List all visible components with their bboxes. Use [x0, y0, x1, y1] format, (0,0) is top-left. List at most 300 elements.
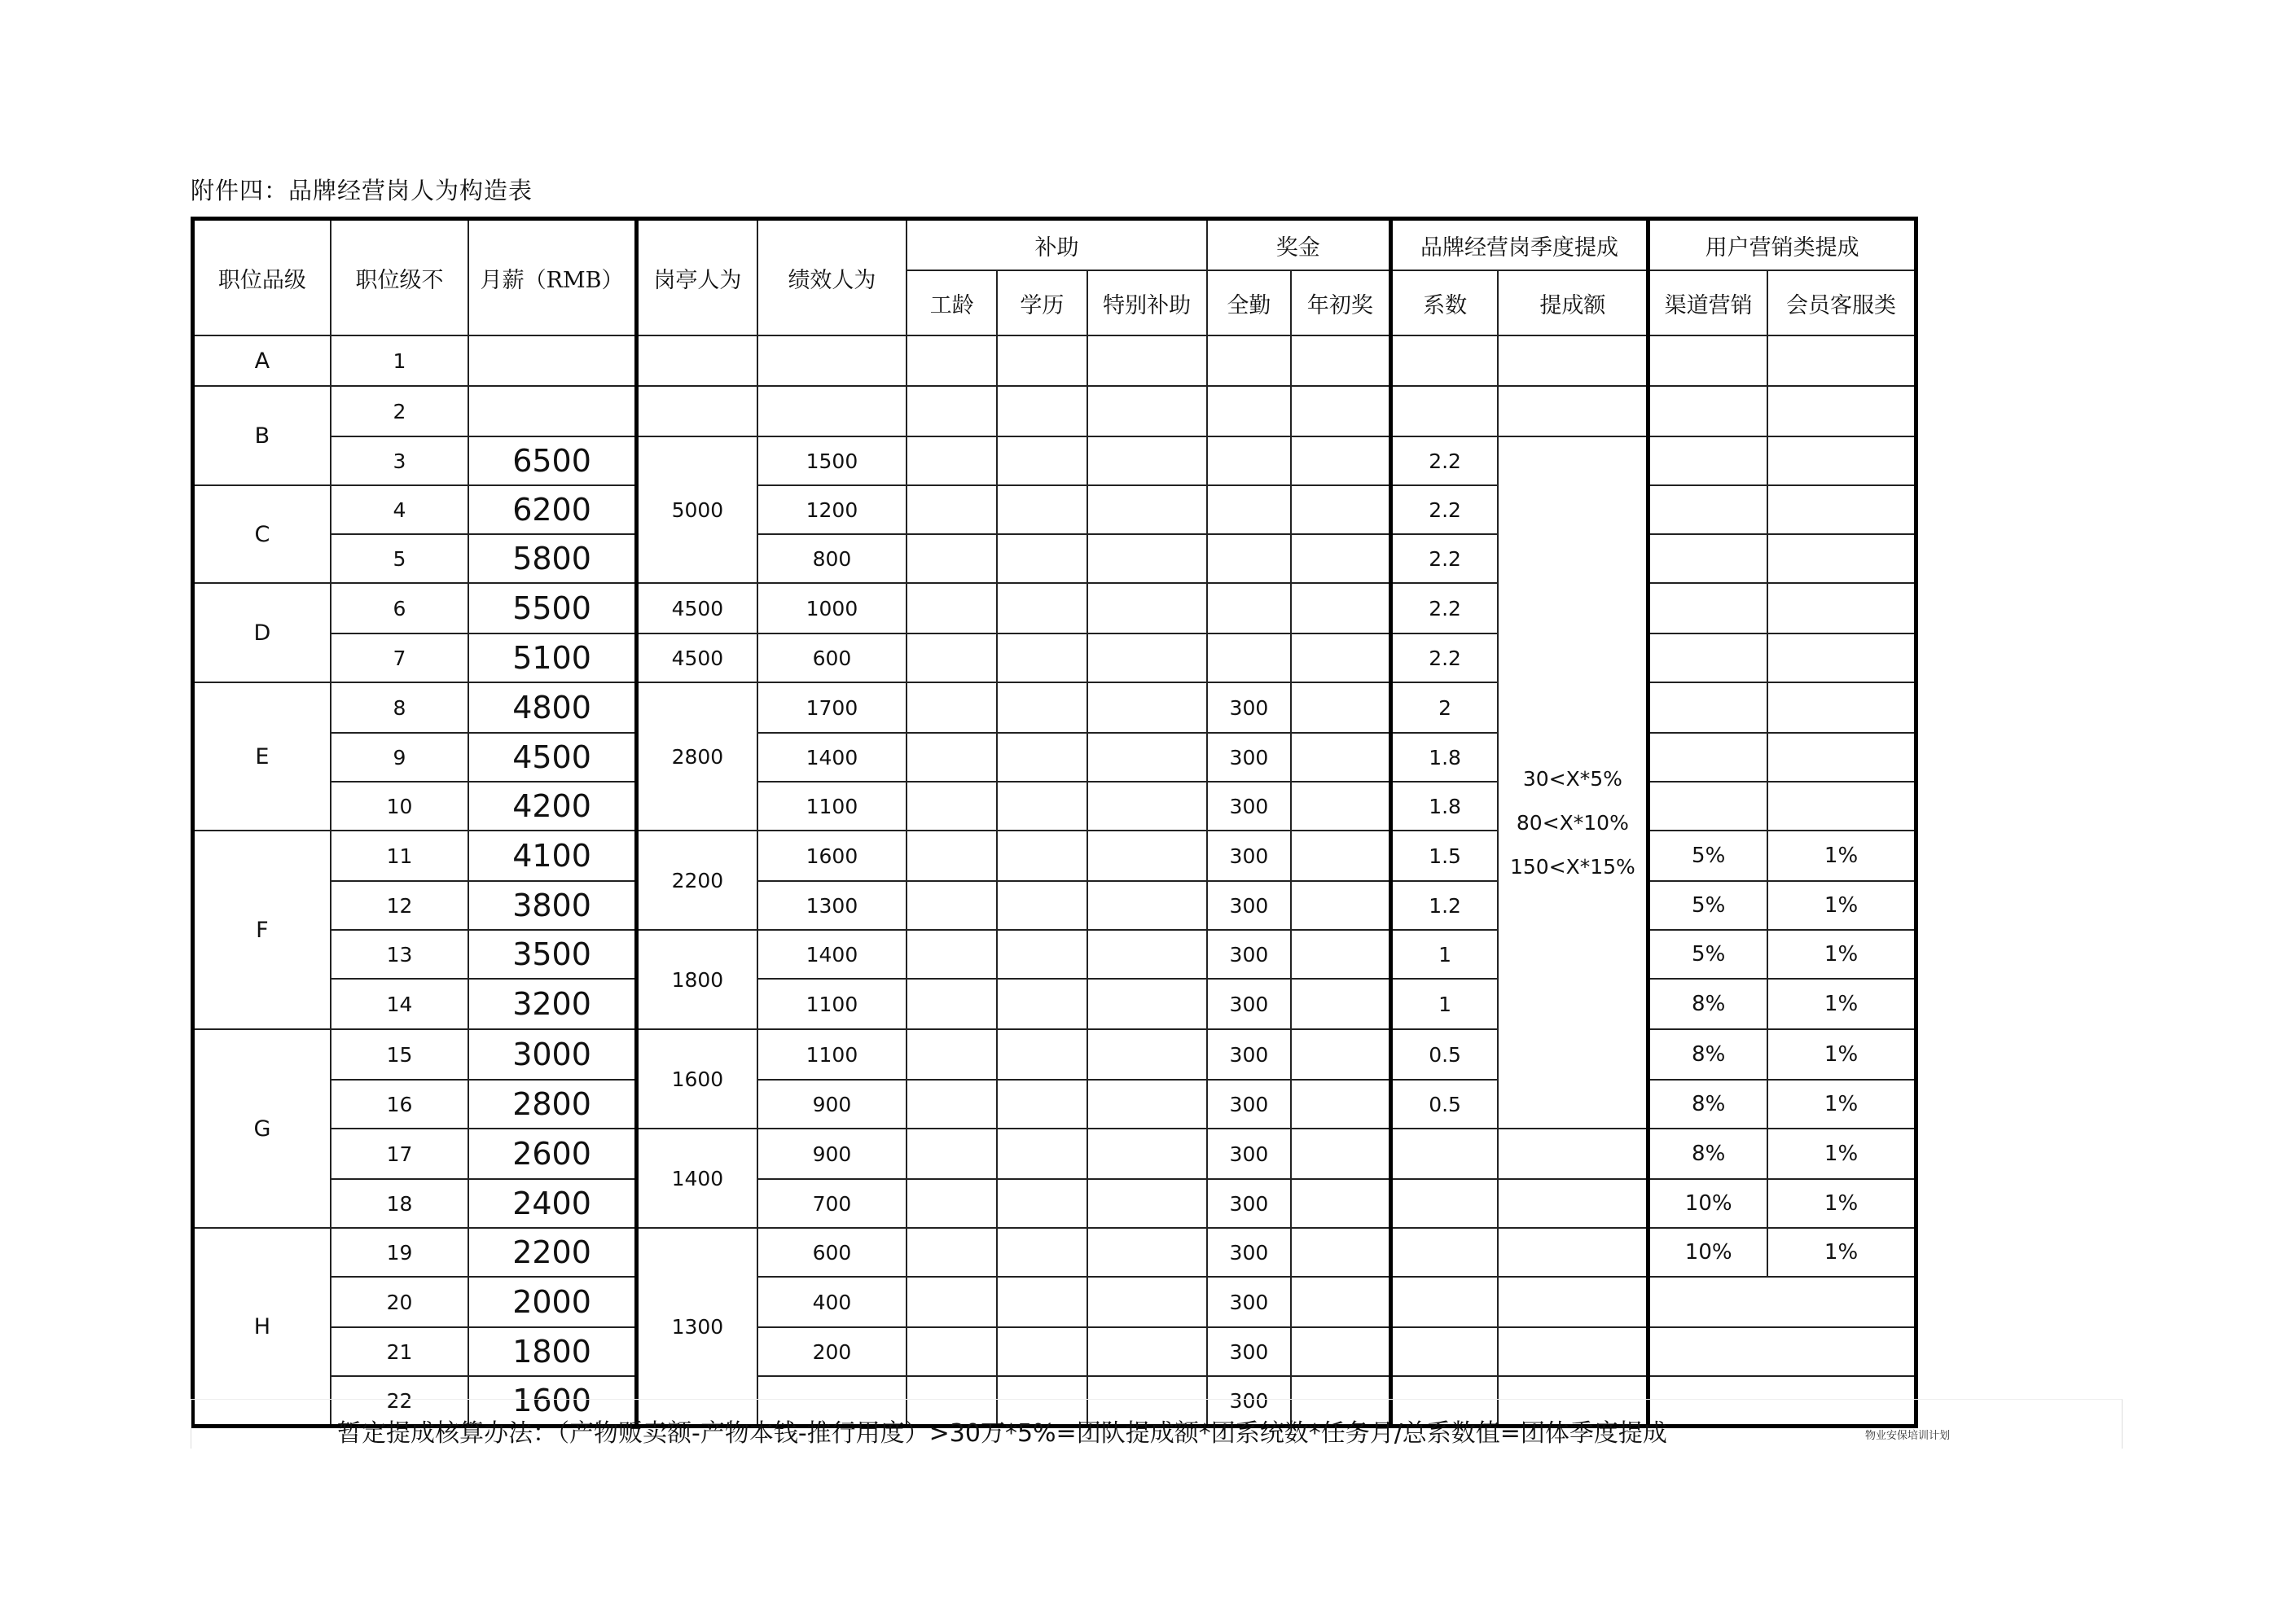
member-service-cell: 1% [1767, 831, 1916, 881]
seniority-cell [907, 335, 997, 386]
special-subsidy-cell [1087, 583, 1207, 633]
year-end-bonus-cell [1291, 682, 1390, 733]
grade-cell: E [193, 682, 331, 831]
coefficient-cell: 1.5 [1390, 831, 1498, 881]
coefficient-cell: 2.2 [1390, 633, 1498, 682]
header-year-end-bonus: 年初奖 [1291, 270, 1390, 335]
attendance-cell [1207, 485, 1291, 534]
level-cell: 20 [331, 1277, 468, 1327]
post-salary-cell: 1300 [637, 1228, 757, 1427]
attendance-cell: 300 [1207, 979, 1291, 1029]
level-cell: 4 [331, 485, 468, 534]
attendance-cell: 300 [1207, 930, 1291, 979]
special-subsidy-cell [1087, 1277, 1207, 1327]
seniority-cell [907, 1228, 997, 1277]
special-subsidy-cell [1087, 979, 1207, 1029]
grade-cell: F [193, 831, 331, 1029]
member-service-cell: 1% [1767, 1029, 1916, 1080]
post-salary-cell: 5000 [637, 436, 757, 583]
performance-salary-cell [757, 386, 907, 436]
performance-salary-cell: 1100 [757, 782, 907, 831]
user-marketing-cell [1648, 1277, 1916, 1327]
channel-marketing-cell: 8% [1648, 1029, 1767, 1080]
table-row [193, 335, 1916, 386]
coefficient-cell: 1.2 [1390, 881, 1498, 930]
attendance-cell: 300 [1207, 1277, 1291, 1327]
special-subsidy-cell [1087, 1080, 1207, 1129]
year-end-bonus-cell [1291, 881, 1390, 930]
education-cell [997, 633, 1087, 682]
post-salary-cell [637, 386, 757, 436]
table-row [193, 682, 1916, 733]
commission-tiers-cell [1498, 436, 1648, 1129]
attendance-cell: 300 [1207, 1228, 1291, 1277]
performance-salary-cell: 1600 [757, 831, 907, 881]
year-end-bonus-cell [1291, 534, 1390, 583]
monthly-salary-cell: 5800 [468, 534, 636, 583]
table-row [193, 1277, 1916, 1327]
special-subsidy-cell [1087, 633, 1207, 682]
seniority-cell [907, 930, 997, 979]
monthly-salary-cell: 4200 [468, 782, 636, 831]
year-end-bonus-cell [1291, 485, 1390, 534]
seniority-cell [907, 1080, 997, 1129]
member-service-cell [1767, 583, 1916, 633]
coefficient-cell: 0.5 [1390, 1080, 1498, 1129]
education-cell [997, 436, 1087, 485]
performance-salary-cell: 1700 [757, 682, 907, 733]
special-subsidy-cell [1087, 881, 1207, 930]
user-marketing-cell [1648, 1327, 1916, 1376]
coefficient-cell [1390, 386, 1498, 436]
seniority-cell [907, 733, 997, 782]
attendance-cell: 300 [1207, 1129, 1291, 1179]
table-row [193, 386, 1916, 436]
year-end-bonus-cell [1291, 386, 1390, 436]
attendance-cell: 300 [1207, 1179, 1291, 1228]
coefficient-cell: 2.2 [1390, 485, 1498, 534]
monthly-salary-cell: 6200 [468, 485, 636, 534]
special-subsidy-cell [1087, 930, 1207, 979]
grade-cell: A [193, 335, 331, 386]
level-cell: 1 [331, 335, 468, 386]
header-grade: 职位品级 [193, 219, 331, 336]
channel-marketing-cell [1648, 682, 1767, 733]
monthly-salary-cell: 1600 [468, 1376, 636, 1427]
channel-marketing-cell [1648, 436, 1767, 485]
grade-cell: C [193, 485, 331, 583]
header-seniority: 工龄 [907, 270, 997, 335]
coefficient-cell [1390, 1327, 1498, 1376]
header-row-1 [193, 219, 1916, 271]
header-monthly-salary: 月薪（RMB） [468, 219, 636, 336]
monthly-salary-cell: 4100 [468, 831, 636, 881]
channel-marketing-cell [1648, 335, 1767, 386]
member-service-cell [1767, 682, 1916, 733]
level-cell: 6 [331, 583, 468, 633]
attendance-cell [1207, 436, 1291, 485]
performance-salary-cell [757, 335, 907, 386]
table-row [193, 436, 1916, 485]
year-end-bonus-cell [1291, 583, 1390, 633]
table-row [193, 1228, 1916, 1277]
monthly-salary-cell: 3200 [468, 979, 636, 1029]
monthly-salary-cell: 2200 [468, 1228, 636, 1277]
coefficient-cell [1390, 1228, 1498, 1277]
attendance-cell: 300 [1207, 782, 1291, 831]
monthly-salary-cell [468, 335, 636, 386]
attendance-cell [1207, 583, 1291, 633]
commission-tier-text: 80<X*10% [1516, 811, 1629, 835]
level-cell: 17 [331, 1129, 468, 1179]
education-cell [997, 1129, 1087, 1179]
monthly-salary-cell: 2400 [468, 1179, 636, 1228]
education-cell [997, 1277, 1087, 1327]
table-row [193, 1080, 1916, 1129]
coefficient-cell [1390, 1277, 1498, 1327]
grade-cell: H [193, 1228, 331, 1427]
level-cell: 14 [331, 979, 468, 1029]
channel-marketing-cell: 5% [1648, 930, 1767, 979]
commission-amount-cell [1498, 1129, 1648, 1179]
commission-amount-cell [1498, 1179, 1648, 1228]
channel-marketing-cell [1648, 633, 1767, 682]
channel-marketing-cell: 5% [1648, 831, 1767, 881]
monthly-salary-cell: 1800 [468, 1327, 636, 1376]
monthly-salary-cell: 5100 [468, 633, 636, 682]
post-salary-cell: 1600 [637, 1029, 757, 1129]
level-cell: 10 [331, 782, 468, 831]
member-service-cell: 1% [1767, 1080, 1916, 1129]
channel-marketing-cell [1648, 733, 1767, 782]
performance-salary-cell: 900 [757, 1080, 907, 1129]
education-cell [997, 335, 1087, 386]
performance-salary-cell: 600 [757, 633, 907, 682]
year-end-bonus-cell [1291, 1228, 1390, 1277]
year-end-bonus-cell [1291, 335, 1390, 386]
monthly-salary-cell: 3800 [468, 881, 636, 930]
header-post-salary: 岗亭人为 [637, 219, 757, 336]
education-cell [997, 534, 1087, 583]
coefficient-cell [1390, 335, 1498, 386]
seniority-cell [907, 979, 997, 1029]
table-row [193, 534, 1916, 583]
level-cell: 16 [331, 1080, 468, 1129]
education-cell [997, 485, 1087, 534]
monthly-salary-cell: 2800 [468, 1080, 636, 1129]
attendance-cell [1207, 633, 1291, 682]
level-cell: 11 [331, 831, 468, 881]
post-salary-cell: 2200 [637, 831, 757, 930]
seniority-cell [907, 831, 997, 881]
channel-marketing-cell [1648, 534, 1767, 583]
performance-salary-cell: 1200 [757, 485, 907, 534]
channel-marketing-cell [1648, 386, 1767, 436]
page-title: 附件四：品牌经营岗人为构造表 [191, 177, 533, 204]
seniority-cell [907, 386, 997, 436]
post-salary-cell: 1400 [637, 1129, 757, 1228]
member-service-cell: 1% [1767, 979, 1916, 1029]
header-user-marketing: 用户营销类提成 [1648, 219, 1916, 271]
special-subsidy-cell [1087, 831, 1207, 881]
channel-marketing-cell [1648, 583, 1767, 633]
footer-note: 暂定提成核算办法：（产物贩卖额-产物本钱-推行用度）>30万*5%=团队提成额*团系统数*任务月/总系数值=团体季度提成 [337, 1419, 1667, 1448]
commission-amount-cell [1498, 1327, 1648, 1376]
performance-salary-cell: 800 [757, 534, 907, 583]
year-end-bonus-cell [1291, 1080, 1390, 1129]
education-cell [997, 682, 1087, 733]
level-cell: 7 [331, 633, 468, 682]
member-service-cell [1767, 485, 1916, 534]
education-cell [997, 979, 1087, 1029]
member-service-cell: 1% [1767, 1228, 1916, 1277]
monthly-salary-cell: 5500 [468, 583, 636, 633]
footer-tag: 物业安保培训计划 [1865, 1430, 1951, 1442]
grade-cell: D [193, 583, 331, 682]
level-cell: 3 [331, 436, 468, 485]
post-salary-cell: 4500 [637, 583, 757, 633]
monthly-salary-cell: 2600 [468, 1129, 636, 1179]
header-subsidy: 补助 [907, 219, 1207, 271]
monthly-salary-cell [468, 386, 636, 436]
table-row [193, 1327, 1916, 1376]
year-end-bonus-cell [1291, 1179, 1390, 1228]
commission-amount-cell [1498, 1277, 1648, 1327]
special-subsidy-cell [1087, 1327, 1207, 1376]
monthly-salary-cell: 3000 [468, 1029, 636, 1080]
header-brand-commission: 品牌经营岗季度提成 [1390, 219, 1648, 271]
member-service-cell: 1% [1767, 881, 1916, 930]
header-bonus: 奖金 [1207, 219, 1390, 271]
monthly-salary-cell: 2000 [468, 1277, 636, 1327]
member-service-cell [1767, 633, 1916, 682]
special-subsidy-cell [1087, 1029, 1207, 1080]
level-cell: 13 [331, 930, 468, 979]
attendance-cell: 300 [1207, 1376, 1291, 1427]
table-row [193, 881, 1916, 930]
commission-tier-text: 30<X*5% [1522, 767, 1622, 791]
seniority-cell [907, 436, 997, 485]
seniority-cell [907, 1277, 997, 1327]
coefficient-cell: 2.2 [1390, 436, 1498, 485]
education-cell [997, 1080, 1087, 1129]
year-end-bonus-cell [1291, 733, 1390, 782]
level-cell: 19 [331, 1228, 468, 1277]
seniority-cell [907, 881, 997, 930]
level-cell: 18 [331, 1179, 468, 1228]
header-member-service: 会员客服类 [1767, 270, 1916, 335]
attendance-cell [1207, 386, 1291, 436]
special-subsidy-cell [1087, 682, 1207, 733]
performance-salary-cell: 200 [757, 1327, 907, 1376]
special-subsidy-cell [1087, 782, 1207, 831]
header-channel-marketing: 渠道营销 [1648, 270, 1767, 335]
channel-marketing-cell: 8% [1648, 1129, 1767, 1179]
performance-salary-cell: 1000 [757, 583, 907, 633]
seniority-cell [907, 583, 997, 633]
seniority-cell [907, 633, 997, 682]
coefficient-cell: 1 [1390, 930, 1498, 979]
channel-marketing-cell: 10% [1648, 1228, 1767, 1277]
year-end-bonus-cell [1291, 1277, 1390, 1327]
year-end-bonus-cell [1291, 930, 1390, 979]
coefficient-cell: 1.8 [1390, 782, 1498, 831]
table-row [193, 782, 1916, 831]
channel-marketing-cell: 5% [1648, 881, 1767, 930]
special-subsidy-cell [1087, 335, 1207, 386]
level-cell: 8 [331, 682, 468, 733]
attendance-cell: 300 [1207, 831, 1291, 881]
commission-tier-text: 150<X*15% [1509, 855, 1635, 879]
table-row [193, 831, 1916, 881]
performance-salary-cell: 1300 [757, 881, 907, 930]
monthly-salary-cell: 3500 [468, 930, 636, 979]
level-cell: 21 [331, 1327, 468, 1376]
table-row [193, 1179, 1916, 1228]
member-service-cell: 1% [1767, 1129, 1916, 1179]
education-cell [997, 1179, 1087, 1228]
performance-salary-cell: 1400 [757, 930, 907, 979]
education-cell [997, 583, 1087, 633]
header-level: 职位级不 [331, 219, 468, 336]
year-end-bonus-cell [1291, 1129, 1390, 1179]
performance-salary-cell: 400 [757, 1277, 907, 1327]
monthly-salary-cell: 4500 [468, 733, 636, 782]
special-subsidy-cell [1087, 386, 1207, 436]
year-end-bonus-cell [1291, 831, 1390, 881]
year-end-bonus-cell [1291, 979, 1390, 1029]
education-cell [997, 733, 1087, 782]
member-service-cell [1767, 534, 1916, 583]
grade-cell: B [193, 386, 331, 485]
level-cell: 22 [331, 1376, 468, 1427]
education-cell [997, 1327, 1087, 1376]
monthly-salary-cell: 4800 [468, 682, 636, 733]
education-cell [997, 930, 1087, 979]
commission-amount-cell [1498, 386, 1648, 436]
performance-salary-cell: 700 [757, 1179, 907, 1228]
header-attendance: 全勤 [1207, 270, 1291, 335]
coefficient-cell: 1.8 [1390, 733, 1498, 782]
table-row [193, 979, 1916, 1029]
performance-salary-cell: 1500 [757, 436, 907, 485]
seniority-cell [907, 485, 997, 534]
header-special-subsidy: 特别补助 [1087, 270, 1207, 335]
channel-marketing-cell: 8% [1648, 979, 1767, 1029]
coefficient-cell [1390, 1129, 1498, 1179]
special-subsidy-cell [1087, 436, 1207, 485]
education-cell [997, 386, 1087, 436]
seniority-cell [907, 682, 997, 733]
attendance-cell [1207, 534, 1291, 583]
performance-salary-cell: 900 [757, 1129, 907, 1179]
attendance-cell: 300 [1207, 1029, 1291, 1080]
performance-salary-cell: 1100 [757, 979, 907, 1029]
special-subsidy-cell [1087, 485, 1207, 534]
member-service-cell [1767, 733, 1916, 782]
year-end-bonus-cell [1291, 1029, 1390, 1080]
attendance-cell: 300 [1207, 1327, 1291, 1376]
seniority-cell [907, 1129, 997, 1179]
grade-cell: G [193, 1029, 331, 1228]
table-row [193, 485, 1916, 534]
coefficient-cell: 0.5 [1390, 1029, 1498, 1080]
member-service-cell [1767, 335, 1916, 386]
coefficient-cell [1390, 1179, 1498, 1228]
member-service-cell [1767, 436, 1916, 485]
member-service-cell: 1% [1767, 930, 1916, 979]
year-end-bonus-cell [1291, 1327, 1390, 1376]
level-cell: 5 [331, 534, 468, 583]
education-cell [997, 881, 1087, 930]
education-cell [997, 1228, 1087, 1277]
performance-salary-cell: 1100 [757, 1029, 907, 1080]
post-salary-cell: 1800 [637, 930, 757, 1029]
channel-marketing-cell [1648, 782, 1767, 831]
level-cell: 15 [331, 1029, 468, 1080]
coefficient-cell: 1 [1390, 979, 1498, 1029]
coefficient-cell: 2.2 [1390, 534, 1498, 583]
table-row [193, 1129, 1916, 1179]
header-coefficient: 系数 [1390, 270, 1498, 335]
member-service-cell [1767, 386, 1916, 436]
seniority-cell [907, 534, 997, 583]
performance-salary-cell: 600 [757, 1228, 907, 1277]
table-row [193, 633, 1916, 682]
channel-marketing-cell [1648, 485, 1767, 534]
year-end-bonus-cell [1291, 782, 1390, 831]
seniority-cell [907, 1327, 997, 1376]
coefficient-cell: 2 [1390, 682, 1498, 733]
table-row [193, 930, 1916, 979]
header-performance-salary: 绩效人为 [757, 219, 907, 336]
monthly-salary-cell: 6500 [468, 436, 636, 485]
education-cell [997, 1029, 1087, 1080]
coefficient-cell: 2.2 [1390, 583, 1498, 633]
attendance-cell [1207, 335, 1291, 386]
header-education: 学历 [997, 270, 1087, 335]
table-row [193, 733, 1916, 782]
channel-marketing-cell: 8% [1648, 1080, 1767, 1129]
education-cell [997, 782, 1087, 831]
special-subsidy-cell [1087, 733, 1207, 782]
special-subsidy-cell [1087, 1129, 1207, 1179]
performance-salary-cell: 1400 [757, 733, 907, 782]
year-end-bonus-cell [1291, 436, 1390, 485]
level-cell: 12 [331, 881, 468, 930]
attendance-cell: 300 [1207, 1080, 1291, 1129]
table-row [193, 1029, 1916, 1080]
special-subsidy-cell [1087, 1179, 1207, 1228]
member-service-cell: 1% [1767, 1179, 1916, 1228]
salary-structure-table [191, 217, 1918, 1428]
channel-marketing-cell: 10% [1648, 1179, 1767, 1228]
post-salary-cell: 2800 [637, 682, 757, 831]
post-salary-cell [637, 335, 757, 386]
level-cell: 2 [331, 386, 468, 436]
commission-amount-cell [1498, 1228, 1648, 1277]
table-row [193, 583, 1916, 633]
attendance-cell: 300 [1207, 682, 1291, 733]
attendance-cell: 300 [1207, 733, 1291, 782]
seniority-cell [907, 1179, 997, 1228]
level-cell: 9 [331, 733, 468, 782]
commission-amount-cell [1498, 335, 1648, 386]
header-commission-amount: 提成额 [1498, 270, 1648, 335]
post-salary-cell: 4500 [637, 633, 757, 682]
year-end-bonus-cell [1291, 633, 1390, 682]
seniority-cell [907, 1029, 997, 1080]
